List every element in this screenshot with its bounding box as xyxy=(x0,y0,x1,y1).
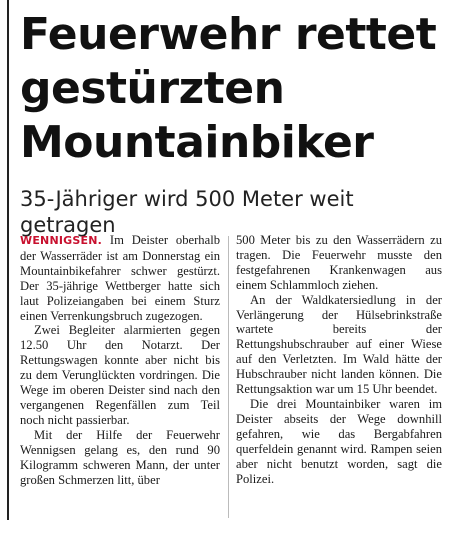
article-paragraph: Zwei Begleiter alarmierten gegen 12.50 Uhr den Notarzt. Der Rettungswagen konnte aber nicht bis zu dem Verunglückten vordringen. Die Wege im oberen Deister sind nach den vergangenen Regenfällen zum Teil noch nicht passierbar. xyxy=(20,323,220,427)
left-margin-rule xyxy=(7,0,9,520)
article-column-right xyxy=(236,233,442,486)
article-paragraph: 500 Meter bis zu den Wasserrädern zu tragen. Die Feuerwehr musste den festgefahrenen Krankenwagen aus einem Schlammloch ziehen. xyxy=(236,233,442,292)
paragraph-text: Im Deister oberhalb der Wasserräder ist am Donnerstag ein Mountainbikefahrer schwer gestürzt. Der 35-jährige Wettberger hatte sich laut Polizeiangaben bei einem Sturz einen Verrenkungsbruch zugezogen. xyxy=(20,233,220,323)
article-dateline: WENNIGSEN. xyxy=(20,234,103,247)
article-paragraph: Mit der Hilfe der Feuerwehr Wennigsen gelang es, den rund 90 Kilogramm schweren Mann, der unter großen Schmerzen litt, über xyxy=(20,427,220,487)
article-paragraph xyxy=(20,233,220,323)
article-paragraph: Die drei Mountainbiker waren im Deister abseits der Wege downhill gefahren, wie das Bergabfahren querfeldein genannt wird. Rampen seien aber nicht benutzt worden, sagt die Polizei. xyxy=(236,396,442,486)
article-paragraph: An der Waldkatersiedlung in der Verlängerung der Hülsebrinkstraße wartete bereits der Rettungshubschrauber auf einer Wiese auf den Verletzten. Im Wald hätte der Hubschrauber nicht landen können. Die Rettungsaktion war um 15 Uhr beendet. xyxy=(236,292,442,397)
column-divider xyxy=(228,236,229,518)
article-column-left xyxy=(20,233,220,487)
article-headline: Feuerwehr rettet gestürzten Mountainbiker xyxy=(20,9,437,168)
article-subheadline: 35-Jähriger wird 500 Meter weit getragen xyxy=(20,187,354,237)
